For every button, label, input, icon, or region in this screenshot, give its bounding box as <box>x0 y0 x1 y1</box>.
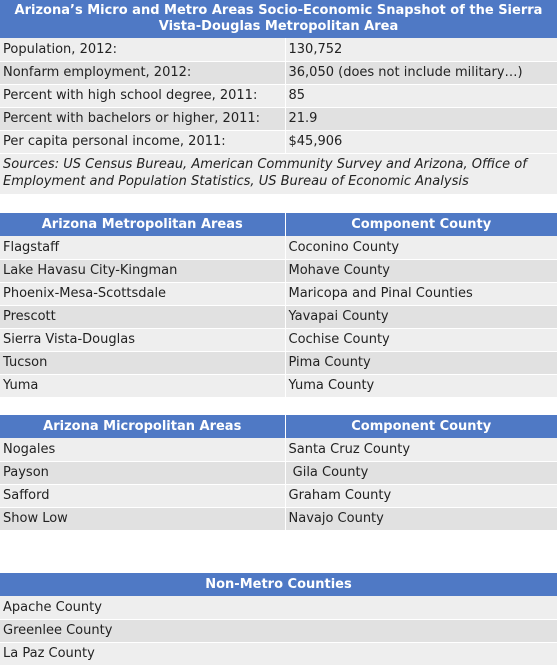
metro-area: Yuma <box>0 374 285 397</box>
component-county: Pima County <box>285 351 557 374</box>
component-county: Mohave County <box>285 259 557 282</box>
micro-table <box>0 415 557 531</box>
metro-county-header: Component County <box>285 213 557 236</box>
stat-value: 85 <box>285 84 557 107</box>
metro-area: Prescott <box>0 305 285 328</box>
nonmetro-county: Apache County <box>0 596 557 619</box>
table-row <box>0 596 557 619</box>
snapshot-table <box>0 0 557 194</box>
micro-area: Safford <box>0 484 285 507</box>
table-row <box>0 305 557 328</box>
table-row <box>0 328 557 351</box>
stat-label: Percent with bachelors or higher, 2011: <box>0 107 285 130</box>
component-county: Maricopa and Pinal Counties <box>285 282 557 305</box>
table-row <box>0 438 557 461</box>
metro-area-header: Arizona Metropolitan Areas <box>0 213 285 236</box>
component-county: Gila County <box>285 461 557 484</box>
table-row <box>0 84 557 107</box>
table-row <box>0 507 557 530</box>
micro-area: Payson <box>0 461 285 484</box>
stat-label: Population, 2012: <box>0 38 285 61</box>
stat-label: Per capita personal income, 2011: <box>0 130 285 153</box>
table-row <box>0 259 557 282</box>
nonmetro-county: Greenlee County <box>0 619 557 642</box>
stat-value: 21.9 <box>285 107 557 130</box>
table-row <box>0 484 557 507</box>
component-county: Santa Cruz County <box>285 438 557 461</box>
nonmetro-table <box>0 573 557 666</box>
metro-area: Flagstaff <box>0 236 285 259</box>
micro-area: Nogales <box>0 438 285 461</box>
metro-area: Sierra Vista-Douglas <box>0 328 285 351</box>
micro-county-header: Component County <box>285 415 557 438</box>
component-county: Yavapai County <box>285 305 557 328</box>
nonmetro-header: Non-Metro Counties <box>0 573 557 596</box>
stat-value: $45,906 <box>285 130 557 153</box>
component-county: Navajo County <box>285 507 557 530</box>
table-row <box>0 61 557 84</box>
component-county: Coconino County <box>285 236 557 259</box>
table-row <box>0 461 557 484</box>
metro-area: Tucson <box>0 351 285 374</box>
table-row <box>0 642 557 665</box>
snapshot-title: Arizona’s Micro and Metro Areas Socio-Economic Snapshot of the Sierra Vista-Douglas Metropolitan Area <box>0 0 557 38</box>
micro-area-header: Arizona Micropolitan Areas <box>0 415 285 438</box>
table-row <box>0 130 557 153</box>
metro-area: Phoenix-Mesa-Scottsdale <box>0 282 285 305</box>
table-row <box>0 38 557 61</box>
stat-value: 130,752 <box>285 38 557 61</box>
table-row <box>0 619 557 642</box>
component-county: Yuma County <box>285 374 557 397</box>
metro-area: Lake Havasu City-Kingman <box>0 259 285 282</box>
component-county: Graham County <box>285 484 557 507</box>
table-row <box>0 236 557 259</box>
micro-area: Show Low <box>0 507 285 530</box>
table-row <box>0 351 557 374</box>
stat-value: 36,050 (does not include military…) <box>285 61 557 84</box>
sources-note: Sources: US Census Bureau, American Community Survey and Arizona, Office of Employment and Population Statistics, US Bureau of Economic Analysis <box>0 153 557 194</box>
nonmetro-county: La Paz County <box>0 642 557 665</box>
metro-table <box>0 213 557 398</box>
stat-label: Nonfarm employment, 2012: <box>0 61 285 84</box>
table-row <box>0 282 557 305</box>
table-row <box>0 107 557 130</box>
stat-label: Percent with high school degree, 2011: <box>0 84 285 107</box>
component-county: Cochise County <box>285 328 557 351</box>
table-row <box>0 374 557 397</box>
